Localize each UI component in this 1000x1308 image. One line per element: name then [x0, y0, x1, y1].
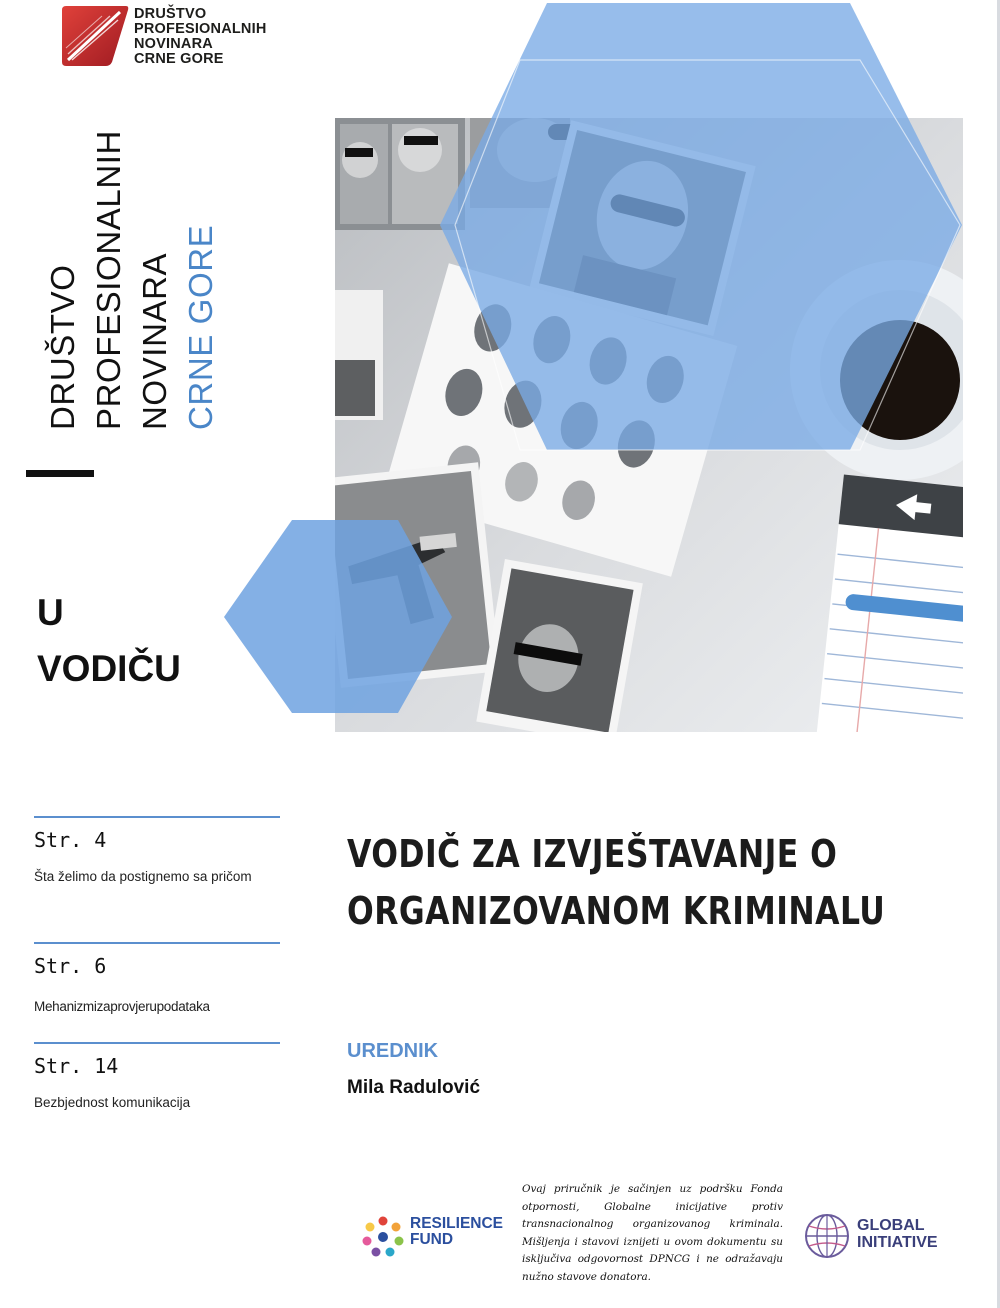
editor-name: Mila Radulović	[347, 1077, 481, 1098]
logo-line: DRUŠTVO	[134, 6, 207, 22]
toc-page-number: Str. 6	[34, 954, 107, 978]
logo-line: NOVINARA	[134, 36, 213, 52]
toc-item[interactable]	[34, 816, 280, 942]
toc-page-number: Str. 4	[34, 828, 107, 852]
vertical-title-line-accent: CRNE GORE	[182, 224, 219, 430]
editor-label: UREDNIK	[347, 1040, 439, 1062]
toc-item[interactable]	[34, 942, 280, 1042]
table-of-contents	[34, 816, 280, 1124]
title-divider	[26, 470, 94, 477]
global-initiative-logo	[803, 1210, 973, 1266]
toc-description: Šta želimo da postignemo sa pričom	[34, 869, 252, 884]
toc-description: Mehanizmizaprovjerupodataka	[34, 999, 210, 1014]
hexagon-small	[224, 520, 452, 713]
suspect-photo-bottom	[476, 559, 643, 746]
coffee-cup	[790, 260, 1000, 480]
gun-photo	[319, 462, 500, 688]
photo-edge-left	[335, 290, 383, 420]
vertical-title-line: DRUŠTVO	[44, 264, 81, 430]
suspect-photo-top	[470, 118, 584, 208]
global-initiative-line: GLOBAL	[857, 1217, 925, 1234]
vertical-title-line: PROFESIONALNIH	[90, 130, 127, 430]
global-initiative-text	[857, 1217, 938, 1251]
globe-icon	[803, 1212, 851, 1260]
mugshot-photo	[335, 118, 465, 230]
resilience-fund-icon	[360, 1214, 406, 1260]
fingerprint-card	[383, 263, 738, 576]
toc-item[interactable]	[34, 1042, 280, 1124]
resilience-fund-line: FUND	[410, 1231, 454, 1248]
notepad	[816, 474, 993, 758]
resilience-fund-text	[410, 1216, 503, 1248]
hexagon-outline	[455, 60, 960, 450]
vertical-title-line: NOVINARA	[136, 252, 173, 430]
global-initiative-line: INITIATIVE	[857, 1234, 938, 1251]
resilience-fund-line: RESILIENCE	[410, 1215, 504, 1232]
section-heading	[37, 585, 207, 697]
section-heading-text: U VODIČU	[37, 592, 181, 689]
logo-line: PROFESIONALNIH	[134, 21, 267, 37]
suspect-photo-main	[529, 120, 756, 336]
toc-page-number: Str. 14	[34, 1054, 119, 1078]
resilience-fund-logo	[360, 1210, 520, 1266]
funding-disclaimer: Ovaj priručnik je sačinjen uz podršku Fonda otpornosti, Globalne inicijative protiv transnacionalnog organizovanog kriminala. Mišljenja i stavovi iznijeti u ovom dokumentu su isključiva odgovornost DPNCG i ne odražavaju nužno stavove donatora.	[522, 1183, 783, 1283]
logo-line: CRNE GORE	[134, 51, 224, 67]
toc-description: Bezbjednost komunikacija	[34, 1095, 191, 1110]
hexagon-large	[440, 3, 962, 450]
organization-vertical-title	[40, 30, 220, 430]
document-title: VODIČ ZA IZVJEŠTAVANJE O ORGANIZOVANOM KRIMINALU	[347, 832, 886, 933]
